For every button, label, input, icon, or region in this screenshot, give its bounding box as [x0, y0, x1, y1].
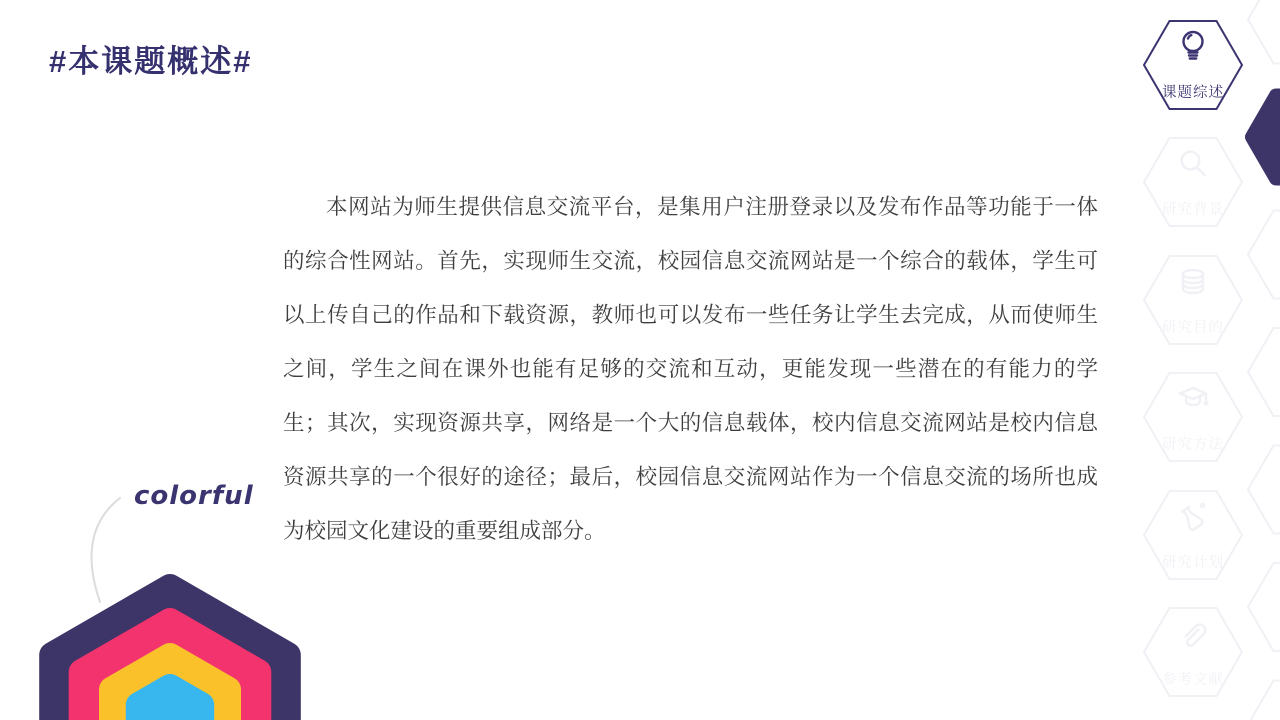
paperclip-icon: [1173, 615, 1213, 655]
sidebar-item-research-plan[interactable]: [1141, 487, 1245, 583]
sidebar-item-research-background[interactable]: [1141, 134, 1245, 230]
magnifier-icon: [1173, 145, 1213, 185]
sidebar-item-label: 研究方法: [1162, 437, 1224, 453]
colorful-logo: [10, 558, 340, 720]
sidebar-item-references[interactable]: [1141, 604, 1245, 700]
sidebar-item-label: 参考文献: [1162, 672, 1224, 688]
logo-ring-blue: [139, 687, 201, 720]
body-paragraph: 本网站为师生提供信息交流平台，是集用户注册登录以及发布作品等功能于一体的综合性网站。首先，实现师生交流，校园信息交流网站是一个综合的载体，学生可以上传自己的作品和下载资源，教师也可以发布一些任务让学生去完成，从而使师生之间，学生之间在课外也能有足够的交流和互动，更能发现一些潜在的有能力的学生；其次，实现资源共享，网络是一个大的信息载体，校内信息交流网站是校内信息资源共享的一个很好的途径；最后，校园信息交流网站作为一个信息交流的场所也成为校园文化建设的重要组成部分。: [283, 195, 1098, 543]
sidebar-item-label: 课题综述: [1162, 85, 1224, 101]
right-edge-hexagon-decoration: [1240, 0, 1280, 720]
colorful-caption: colorful: [134, 481, 254, 511]
sidebar-item-label: 研究背景: [1162, 202, 1224, 218]
flask-icon: [1173, 498, 1213, 538]
sidebar-item-label: 研究计划: [1162, 555, 1224, 571]
graduation-cap-icon: [1173, 380, 1213, 420]
sidebar-item-label: 研究目的: [1162, 320, 1224, 336]
sidebar-item-research-methods[interactable]: [1141, 369, 1245, 465]
sidebar-item-topic-overview[interactable]: [1141, 17, 1245, 113]
sidebar-item-research-purpose[interactable]: [1141, 252, 1245, 348]
lightbulb-icon: [1173, 28, 1213, 68]
dark-hexagon-accent: [1252, 96, 1280, 179]
page-title: #本课题概述#: [49, 44, 253, 79]
database-icon: [1173, 263, 1213, 303]
